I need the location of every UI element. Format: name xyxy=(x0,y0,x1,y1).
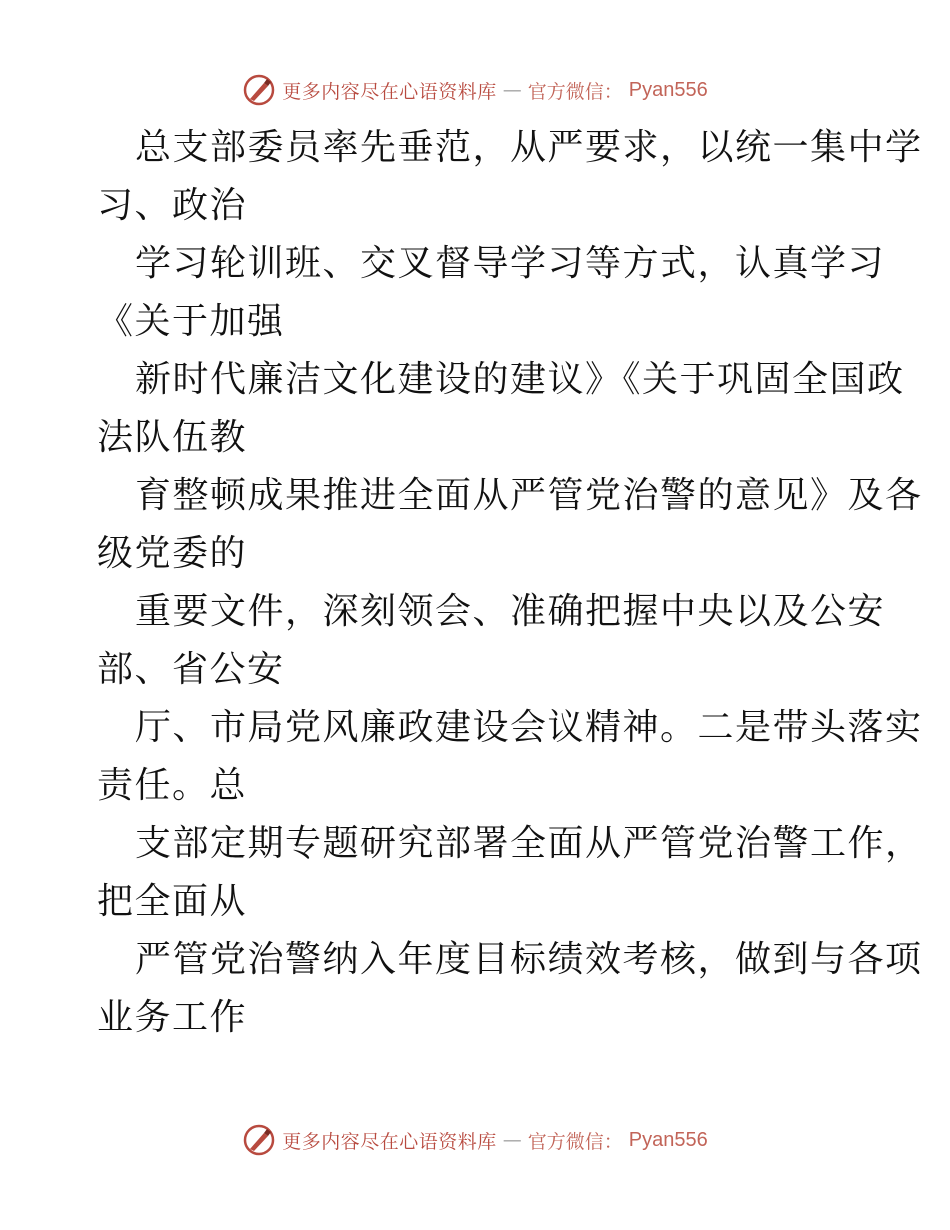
watermark-site-text: 更多内容尽在心语资料库 xyxy=(282,1130,497,1153)
footer-watermark xyxy=(0,1120,950,1160)
watermark-separator: — xyxy=(502,79,522,101)
watermark-site-text: 更多内容尽在心语资料库 xyxy=(282,80,497,103)
body-line: 育整顿成果推进全面从严管党治警的意见》及各 xyxy=(135,475,923,516)
pen-logo-icon xyxy=(242,73,276,107)
body-line: 责任。总 xyxy=(97,765,248,806)
body-line: 习、政治 xyxy=(97,185,248,226)
body-line: 重要文件，深刻领会、准确把握中央以及公安 xyxy=(135,591,886,632)
watermark-separator: — xyxy=(502,1129,522,1151)
body-line: 新时代廉洁文化建设的建议》《关于巩固全国政 xyxy=(135,359,905,400)
watermark-wechat-label: 官方微信： xyxy=(527,80,623,103)
pen-logo-icon xyxy=(242,1123,276,1157)
body-line: 业务工作 xyxy=(97,997,248,1038)
body-line: 支部定期专题研究部署全面从严管党治警工作， xyxy=(135,823,923,864)
body-line: 级党委的 xyxy=(97,533,248,574)
watermark-wechat-id: Pyan556 xyxy=(628,78,708,101)
watermark-wechat-label: 官方微信： xyxy=(527,1130,623,1153)
body-line: 《关于加强 xyxy=(97,301,285,342)
watermark-wechat-id: Pyan556 xyxy=(628,1128,708,1151)
body-line: 部、省公安 xyxy=(97,649,285,690)
document-body xyxy=(97,119,923,1047)
body-line: 厅、市局党风廉政建设会议精神。二是带头落实 xyxy=(135,707,923,748)
body-line: 总支部委员率先垂范，从严要求，以统一集中学 xyxy=(135,127,923,168)
body-line: 学习轮训班、交叉督导学习等方式，认真学习 xyxy=(135,243,886,284)
body-line: 严管党治警纳入年度目标绩效考核，做到与各项 xyxy=(135,939,923,980)
body-line: 把全面从 xyxy=(97,881,248,922)
header-watermark xyxy=(0,70,950,110)
body-line: 法队伍教 xyxy=(97,417,248,458)
